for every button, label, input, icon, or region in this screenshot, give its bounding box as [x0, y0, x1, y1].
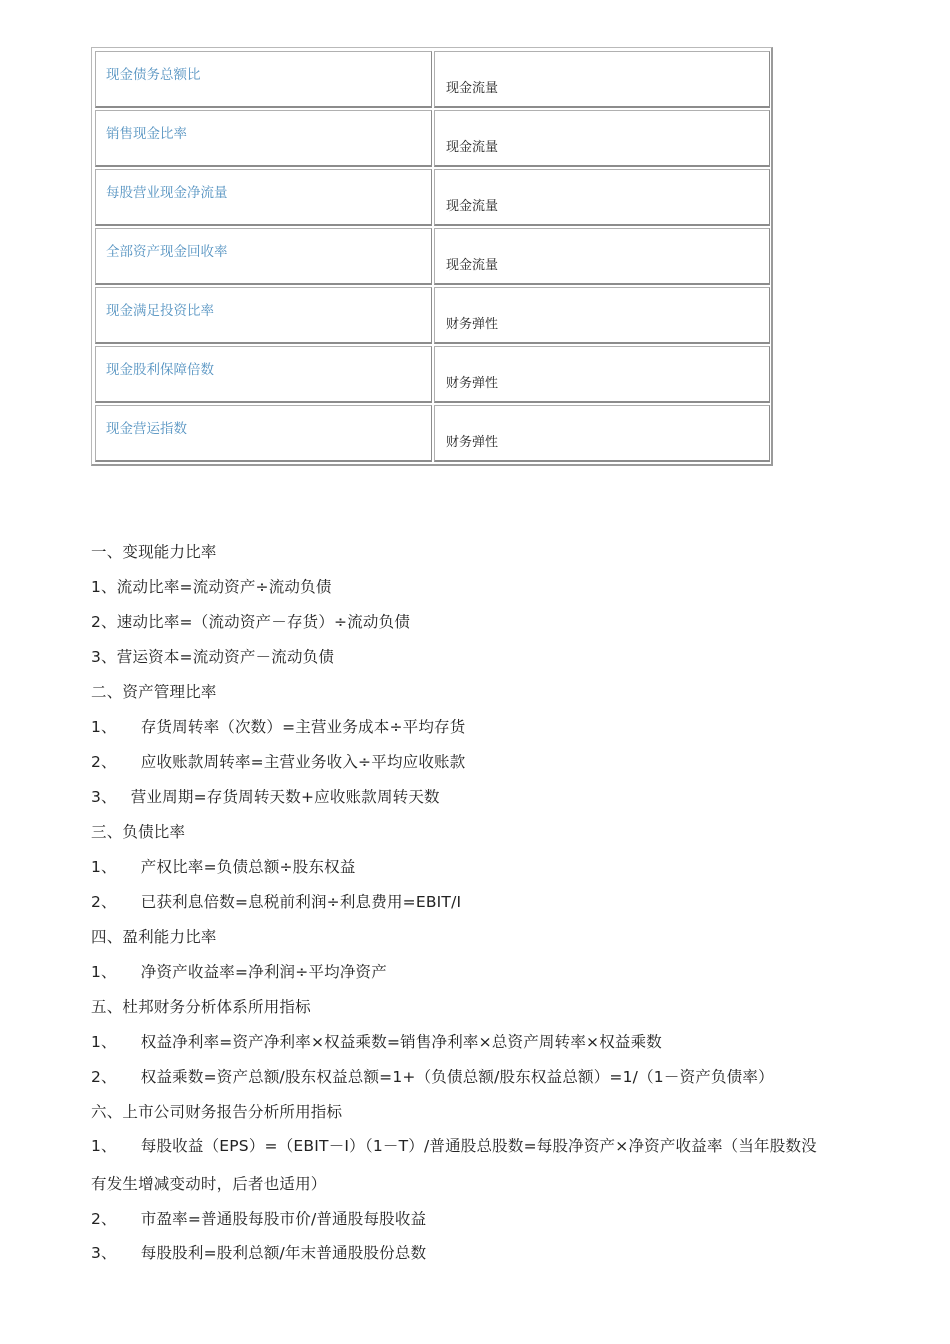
- table-row: [95, 228, 770, 285]
- formula-text: 每股收益（EPS）=（EBIT－I）（1－T）/普通股总股数=每股净资产×净资产收益率（当年股数没: [140, 1137, 817, 1155]
- formula-line: [91, 1207, 426, 1229]
- formula-line: [91, 715, 465, 737]
- table-cell-category: [434, 346, 770, 403]
- metric-category: 财务弹性: [446, 376, 499, 391]
- item-number: 1、: [91, 718, 117, 736]
- table-cell-name: [95, 110, 432, 167]
- formula-line: [91, 1065, 774, 1087]
- formula-line: [91, 855, 356, 877]
- formula-line: [91, 960, 387, 982]
- table-cell-name: [95, 405, 432, 462]
- table-row: [95, 346, 770, 403]
- metric-category: 现金流量: [446, 258, 499, 273]
- table-cell-category: [434, 287, 770, 344]
- formula-line: [91, 890, 461, 912]
- formula-line: [91, 1241, 426, 1263]
- item-number: 2、: [91, 753, 117, 771]
- formula-line-continued: 有发生增减变动时，后者也适用）: [91, 1175, 327, 1193]
- metric-category: 财务弹性: [446, 317, 499, 332]
- formula-text: 产权比率=负债总额÷股东权益: [140, 858, 356, 876]
- formula-text: 每股股利=股利总额/年末普通股股份总数: [140, 1244, 427, 1262]
- table-row: [95, 51, 770, 108]
- metric-name[interactable]: 现金债务总额比: [106, 67, 201, 83]
- metric-category: 财务弹性: [446, 435, 499, 450]
- metric-name[interactable]: 全部资产现金回收率: [106, 244, 228, 260]
- table-row: [95, 287, 770, 344]
- section-heading: 六、上市公司财务报告分析所用指标: [91, 1103, 343, 1121]
- formula-text: 权益乘数=资产总额/股东权益总额=1+（负债总额/股东权益总额）=1/（1－资产负债率）: [140, 1068, 774, 1086]
- table-cell-category: [434, 405, 770, 462]
- formula-line: [91, 750, 465, 772]
- item-number: 1、: [91, 1137, 117, 1155]
- table-row: [95, 110, 770, 167]
- table-cell-name: [95, 287, 432, 344]
- formula-line: [91, 1134, 817, 1156]
- table-row: [95, 405, 770, 462]
- metric-name[interactable]: 销售现金比率: [106, 126, 187, 142]
- table-cell-name: [95, 346, 432, 403]
- metric-name[interactable]: 现金营运指数: [106, 421, 187, 437]
- table-cell-category: [434, 169, 770, 226]
- item-number: 3、: [91, 1244, 117, 1262]
- table-cell-category: [434, 51, 770, 108]
- table-cell-name: [95, 51, 432, 108]
- formula-text: 净资产收益率=净利润÷平均净资产: [140, 963, 387, 981]
- section-heading: 四、盈利能力比率: [91, 928, 217, 946]
- item-number: 2、: [91, 1068, 117, 1086]
- item-number: 1、: [91, 963, 117, 981]
- metric-name[interactable]: 每股营业现金净流量: [106, 185, 228, 201]
- formula-line: [91, 785, 440, 807]
- formula-text: 权益净利率=资产净利率×权益乘数=销售净利率×总资产周转率×权益乘数: [140, 1033, 663, 1051]
- metric-category: 现金流量: [446, 140, 499, 155]
- formula-text: 市盈率=普通股每股市价/普通股每股收益: [140, 1210, 427, 1228]
- formula-line: [91, 1030, 662, 1052]
- item-number: 1、: [91, 858, 117, 876]
- item-number: 2、: [91, 893, 117, 911]
- metric-name[interactable]: 现金股利保障倍数: [106, 362, 214, 378]
- table-cell-name: [95, 228, 432, 285]
- formula-text: 存货周转率（次数）=主营业务成本÷平均存货: [140, 718, 466, 736]
- formula-text: 已获利息倍数=息税前利润÷利息费用=EBIT/I: [140, 893, 462, 911]
- table-cell-category: [434, 228, 770, 285]
- section-heading: 三、负债比率: [91, 823, 186, 841]
- item-number: 3、: [91, 788, 117, 806]
- metric-category: 现金流量: [446, 199, 499, 214]
- item-number: 1、: [91, 1033, 117, 1051]
- table-cell-category: [434, 110, 770, 167]
- table-row: [95, 169, 770, 226]
- metric-category: 现金流量: [446, 81, 499, 96]
- table-cell-name: [95, 169, 432, 226]
- formula-line: 2、速动比率=（流动资产－存货）÷流动负债: [91, 613, 411, 631]
- formula-text: 应收账款周转率=主营业务收入÷平均应收账款: [140, 753, 466, 771]
- section-heading: 五、杜邦财务分析体系所用指标: [91, 998, 311, 1016]
- metrics-table: [91, 47, 773, 466]
- formula-line: 1、流动比率=流动资产÷流动负债: [91, 578, 332, 596]
- section-heading: 一、变现能力比率: [91, 543, 217, 561]
- metric-name[interactable]: 现金满足投资比率: [106, 303, 214, 319]
- section-heading: 二、资产管理比率: [91, 683, 217, 701]
- item-number: 2、: [91, 1210, 117, 1228]
- formula-line: 3、营运资本=流动资产－流动负债: [91, 648, 335, 666]
- formula-text: 营业周期=存货周转天数+应收账款周转天数: [130, 788, 440, 806]
